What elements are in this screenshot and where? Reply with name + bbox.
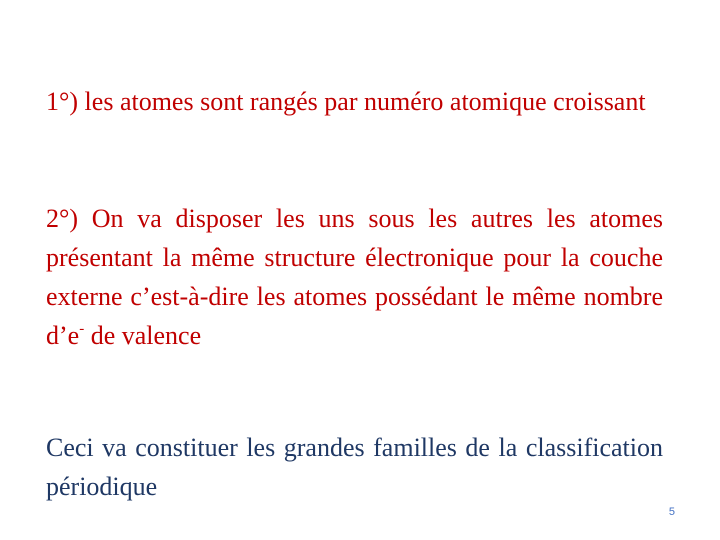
page-number: 5 xyxy=(668,506,675,518)
electron-charge-superscript: - xyxy=(79,321,85,337)
rule-2-text-end: de valence xyxy=(84,321,202,350)
conclusion-text: Ceci va constituer les grandes familles de la classification périodique xyxy=(46,433,663,501)
rule-1-text: 1°) les atomes sont rangés par numéro atomique croissant xyxy=(46,87,646,116)
rule-2-text-main: 2°) On va disposer les uns sous les autres les atomes présentant la même structure électronique pour la couche externe c’est-à-dire les atomes possédant le même nombre d’e xyxy=(46,204,663,350)
rule-2-text xyxy=(46,199,663,355)
